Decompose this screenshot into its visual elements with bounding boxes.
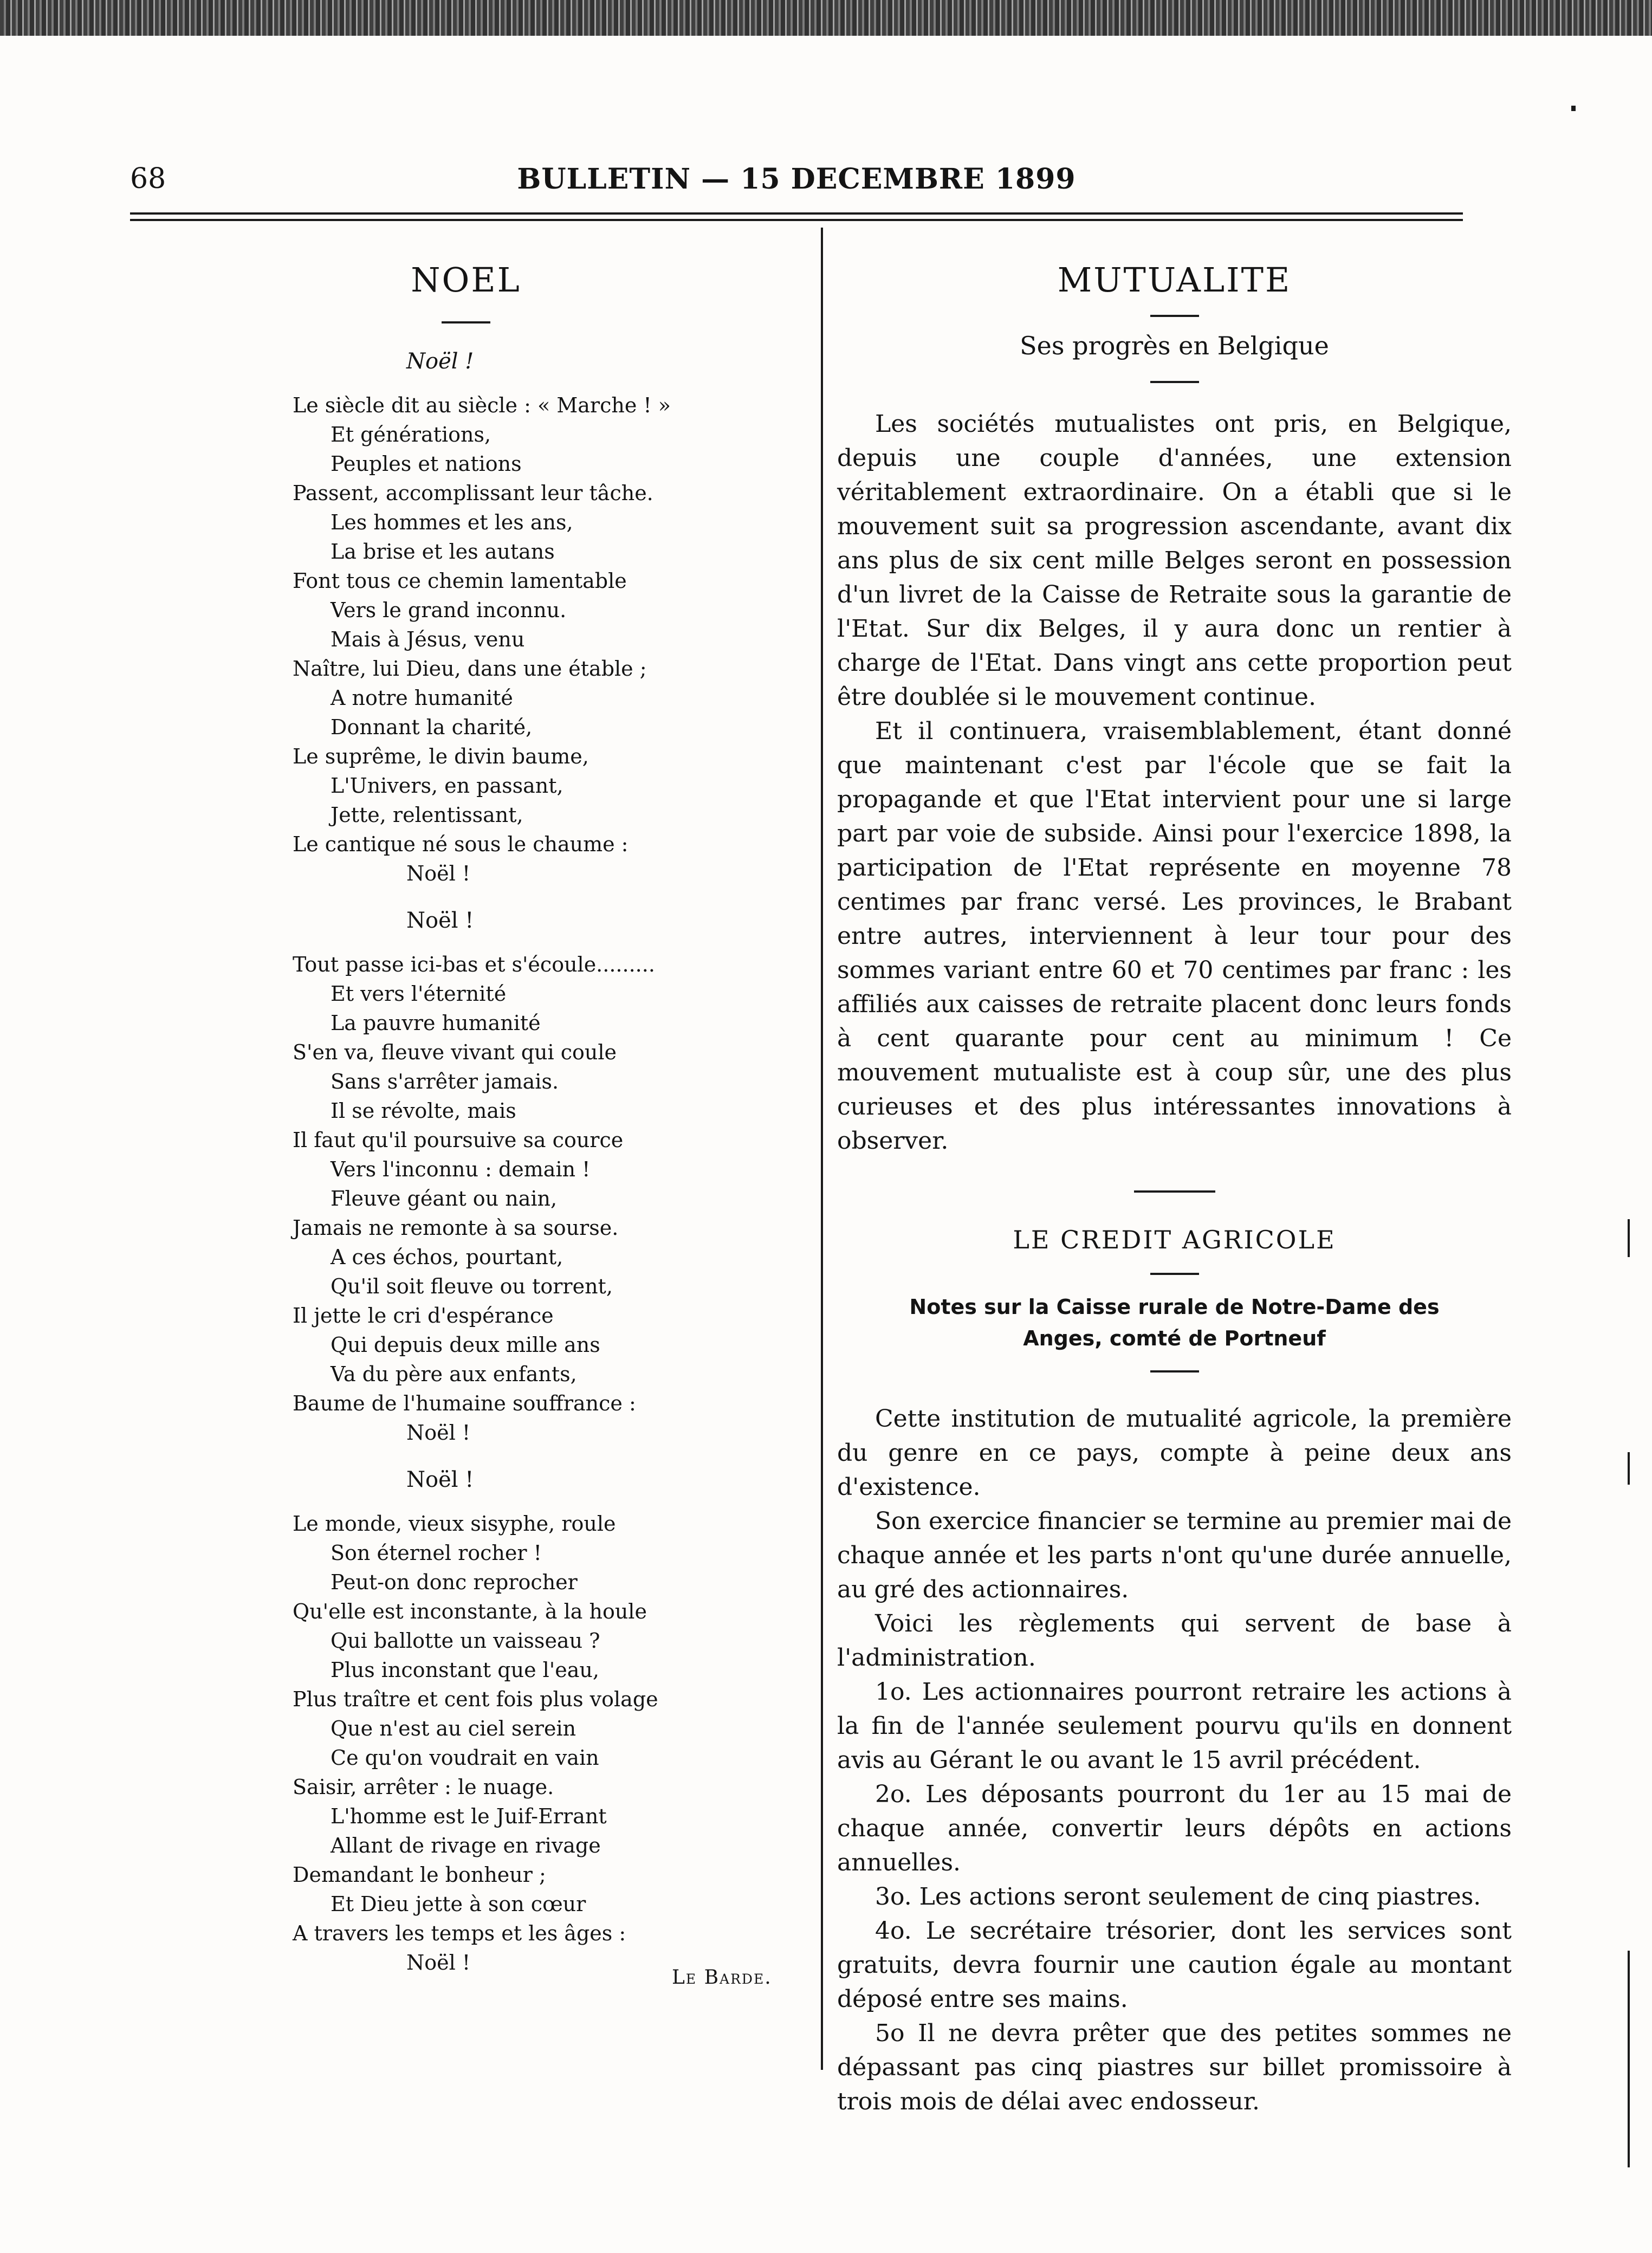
poem-line: Allant de rivage en rivage <box>331 1834 601 1857</box>
column-divider <box>821 228 823 2070</box>
article-column <box>837 249 1512 2119</box>
scan-speck <box>1571 106 1576 111</box>
poem-line: Saisir, arrêter : le nuage. <box>293 1775 554 1799</box>
poem-title: NOEL <box>411 260 521 300</box>
poem-line: Qu'il soit fleuve ou torrent, <box>331 1274 613 1298</box>
credit-agricole-paragraph: 3o. Les actions seront seulement de cinq piastres. <box>875 1883 1481 1911</box>
poem-line: Le monde, vieux sisyphe, roule <box>293 1512 616 1536</box>
poem-line: Et Dieu jette à son cœur <box>331 1892 586 1916</box>
header-rule <box>130 212 1463 215</box>
poem-line: Qui ballotte un vaisseau ? <box>331 1629 600 1653</box>
poem-line: Font tous ce chemin lamentable <box>293 569 627 593</box>
poem-line: Noël ! <box>406 1951 471 1974</box>
poem-line: Peuples et nations <box>331 452 522 476</box>
scan-speck <box>1628 1452 1630 1485</box>
poem-line: Ce qu'on voudrait en vain <box>331 1746 599 1770</box>
poem-line: Donnant la charité, <box>331 715 533 739</box>
poem-line: S'en va, fleuve vivant qui coule <box>293 1040 617 1064</box>
poem-line: Baume de l'humaine souffrance : <box>293 1391 636 1415</box>
credit-agricole-subrule <box>1150 1370 1199 1372</box>
poem-line: Fleuve géant ou nain, <box>331 1187 558 1210</box>
poem-line: Il faut qu'il poursuive sa cource <box>293 1128 624 1152</box>
poem-line: Plus inconstant que l'eau, <box>331 1658 599 1682</box>
poem-line: Naître, lui Dieu, dans une étable ; <box>293 657 647 681</box>
stanza-heading: Noël ! <box>406 1467 474 1492</box>
poem-line: La brise et les autans <box>331 540 555 564</box>
poem-line: Que n'est au ciel serein <box>331 1717 576 1740</box>
title-rule <box>442 321 490 323</box>
poem-line: Noël ! <box>406 1421 471 1445</box>
poem-line: A ces échos, pourtant, <box>331 1245 563 1269</box>
mutualite-title: MUTUALITE <box>1057 260 1292 300</box>
credit-agricole-rule <box>1150 1273 1199 1275</box>
poem-line: Il jette le cri d'espérance <box>293 1304 554 1328</box>
credit-agricole-title: LE CREDIT AGRICOLE <box>1013 1225 1336 1254</box>
stanza-heading: Noël ! <box>406 908 474 933</box>
poem-line: Qui depuis deux mille ans <box>331 1333 600 1357</box>
poem-column <box>130 249 802 1999</box>
scan-speck <box>1628 1219 1630 1257</box>
credit-agricole-subtitle-line1: Notes sur la Caisse rurale de Notre-Dame des <box>909 1295 1440 1319</box>
poem-line: Les hommes et les ans, <box>331 510 573 534</box>
credit-agricole-paragraph: Son exercice financier se termine au premier mai de chaque année et les parts n'ont qu'une durée annuelle, au gré des actionnaires. <box>837 1507 1512 1603</box>
running-title: BULLETIN — 15 DECEMBRE 1899 <box>517 163 1076 196</box>
poem-line: Sans s'arrêter jamais. <box>331 1070 559 1093</box>
poem-line: Le cantique né sous le chaume : <box>293 832 629 856</box>
poem-line: Mais à Jésus, venu <box>331 627 525 651</box>
mutualite-subrule <box>1150 381 1199 383</box>
credit-agricole-paragraph: 4o. Le secrétaire trésorier, dont les services sont gratuits, devra fournir une caution égale au montant déposé entre ses mains. <box>837 1917 1512 2013</box>
poem-line: Va du père aux enfants, <box>331 1362 577 1386</box>
poem-line: A travers les temps et les âges : <box>293 1921 626 1945</box>
poem-line: Passent, accomplissant leur tâche. <box>293 481 653 505</box>
poem-line: Vers le grand inconnu. <box>331 598 567 622</box>
credit-agricole-body <box>837 1402 1512 2119</box>
poem-line: Jette, relentissant, <box>331 803 523 827</box>
mutualite-rule <box>1150 315 1199 317</box>
poem-line: Qu'elle est inconstante, à la houle <box>293 1600 647 1623</box>
poem-line: Il se révolte, mais <box>331 1099 516 1123</box>
credit-agricole-paragraph: 2o. Les déposants pourront du 1er au 15 mai de chaque année, convertir leurs dépôts en actions annuelles. <box>837 1781 1512 1876</box>
poem-line: Noël ! <box>406 862 471 885</box>
mutualite-paragraph: Et il continuera, vraisemblablement, étant donné que maintenant c'est par l'école que se fait la propagande et que l'Etat intervient pour une si large part par voie de subside. Ainsi pour l'exercice 1898, la participation de l'Etat représente en moyenne 78 centimes par franc versé. Les provinces, le Brabant entre autres, interviennent à leur tour pour des sommes variant entre 60 et 70 centimes par franc : les affiliés aux caisses de retraite placent donc leurs fonds à cent quarante pour cent au minimum ! Ce mouvement mutualiste est à coup sûr, une des plus curieuses et des plus intéressantes innovations à observer. <box>837 717 1512 1155</box>
poem-line: La pauvre humanité <box>331 1011 541 1035</box>
mutualite-subtitle: Ses progrès en Belgique <box>1020 331 1329 360</box>
scan-speck <box>1628 1951 1630 2167</box>
poem-line: Vers l'inconnu : demain ! <box>331 1157 591 1181</box>
poem-line: Plus traître et cent fois plus volage <box>293 1687 658 1711</box>
poem-signature: Le Barde. <box>672 1966 772 1989</box>
credit-agricole-paragraph: 1o. Les actionnaires pourront retraire les actions à la fin de l'année seulement pourvu qu'ils en donnent avis au Gérant le ou avant le 15 avril précédent. <box>837 1678 1512 1774</box>
poem-line: L'homme est le Juif-Errant <box>331 1804 607 1828</box>
poem-line: L'Univers, en passant, <box>331 774 563 798</box>
credit-agricole-paragraph: Voici les règlements qui servent de base à l'administration. <box>837 1610 1512 1672</box>
poem-line: Tout passe ici-bas et s'écoule......... <box>293 953 655 976</box>
poem-line: Son éternel rocher ! <box>331 1541 542 1565</box>
page-number: 68 <box>130 163 166 195</box>
credit-agricole-paragraph: Cette institution de mutualité agricole, la première du genre en ce pays, compte à peine deux ans d'existence. <box>837 1405 1512 1501</box>
poem-line: Le suprême, le divin baume, <box>293 744 589 768</box>
poem-line: Demandant le bonheur ; <box>293 1863 546 1887</box>
poem-line: A notre humanité <box>331 686 513 710</box>
poem-line: Et vers l'éternité <box>331 982 507 1006</box>
mutualite-paragraph: Les sociétés mutualistes ont pris, en Belgique, depuis une couple d'années, une extension véritablement extraordinaire. On a établi que si le mouvement suit sa progression ascendante, avant dix ans plus de six cent mille Belges seront en possession d'un livret de la Caisse de Retraite sous la garantie de l'Etat. Sur dix Belges, il y aura donc un rentier à charge de l'Etat. Dans vingt ans cette proportion peut être doublée si le mouvement continue. <box>837 410 1512 711</box>
section-separator-rule <box>1134 1190 1215 1193</box>
poem-line: Le siècle dit au siècle : « Marche ! » <box>293 393 671 417</box>
page-header <box>130 163 1463 206</box>
poem-stanzas <box>130 345 802 1977</box>
scan-edge-band <box>0 0 1652 36</box>
poem-line: Jamais ne remonte à sa sourse. <box>293 1216 619 1240</box>
credit-agricole-paragraph: 5o Il ne devra prêter que des petites sommes ne dépassant pas cinq piastres sur billet promissoire à trois mois de délai avec endosseur. <box>837 2019 1512 2115</box>
poem-line: Et générations, <box>331 423 491 446</box>
header-rule-double <box>130 219 1463 221</box>
credit-agricole-subtitle-line2: Anges, comté de Portneuf <box>1023 1326 1326 1350</box>
poem-line: Peut-on donc reprocher <box>331 1570 578 1594</box>
stanza-heading: Noël ! <box>406 349 474 374</box>
